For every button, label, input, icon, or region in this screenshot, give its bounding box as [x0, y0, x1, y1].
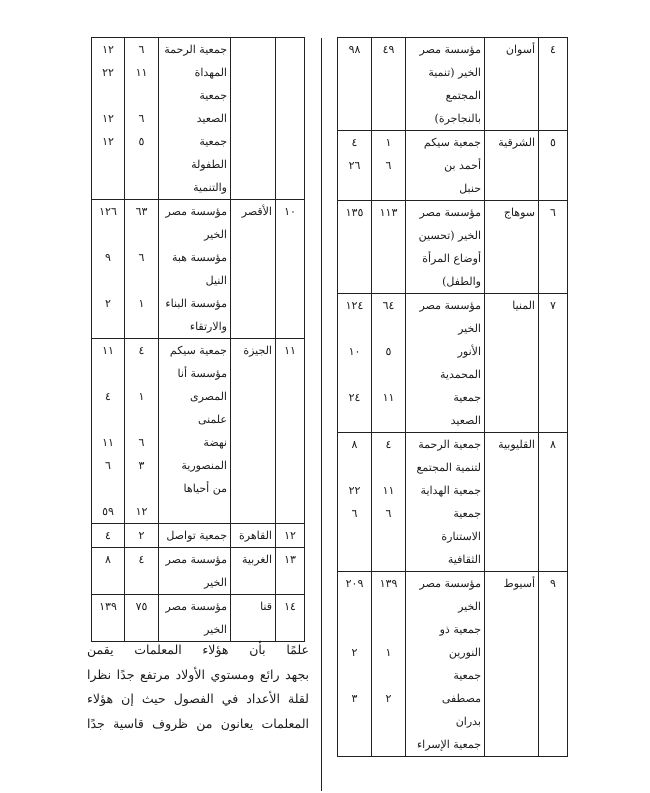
total-cell: [338, 38, 372, 131]
count-value: [128, 176, 155, 199]
total-cell: [338, 131, 372, 201]
organization-cell: [406, 294, 485, 433]
total-cell: [338, 294, 372, 433]
count-value: ١١: [382, 391, 395, 404]
count-cell: [372, 131, 406, 201]
count-value: [95, 315, 121, 338]
organization-cell: [406, 201, 485, 294]
organization-name: جمعية تواصل: [166, 529, 227, 542]
count-value: [128, 315, 155, 338]
organization-name: جمعية: [199, 135, 227, 148]
count-value: [375, 525, 402, 548]
count-value: ٣: [351, 692, 358, 705]
count-cell: [125, 595, 159, 642]
table-row: [338, 572, 568, 757]
table-row: [92, 524, 305, 548]
count-value: [341, 363, 368, 386]
organization-name: الخير: [204, 576, 227, 589]
organization-name: والارتقاء: [189, 320, 227, 333]
count-value: [375, 456, 402, 479]
table-row: [338, 201, 568, 294]
count-value: [95, 571, 121, 594]
organization-name: مؤسسة أنا: [177, 367, 227, 380]
count-value: [341, 224, 368, 247]
organization-name: جمعية: [453, 391, 481, 404]
total-cell: [338, 201, 372, 294]
row-number: ٨: [539, 433, 568, 572]
count-value: [341, 61, 368, 84]
left-table-body: [92, 38, 305, 642]
organization-name: مؤسسة مصر: [419, 43, 481, 56]
count-value: ٩٨: [348, 43, 361, 56]
organization-cell: [406, 38, 485, 131]
count-value: ١٣٥: [345, 206, 364, 219]
count-value: [95, 408, 121, 431]
count-value: ١: [138, 390, 145, 403]
count-value: ٨: [351, 438, 358, 451]
organization-name: الخير: [204, 623, 227, 636]
count-value: [375, 317, 402, 340]
governorate-cell: الشرقية: [485, 131, 539, 201]
organization-cell: [159, 38, 231, 200]
total-cell: [92, 339, 125, 524]
count-cell: [125, 548, 159, 595]
governorate-cell: أسوان: [485, 38, 539, 131]
governorate-cell: القاهرة: [231, 524, 276, 548]
organization-name: مؤسسة مصر: [165, 553, 227, 566]
organization-name: المحمدية: [440, 368, 481, 381]
count-value: [375, 409, 402, 432]
count-value: [375, 84, 402, 107]
row-number: [276, 38, 305, 200]
count-value: ٦: [138, 112, 145, 125]
count-value: [341, 84, 368, 107]
organization-name: جمعية: [199, 89, 227, 102]
count-cell: [372, 294, 406, 433]
count-value: [341, 456, 368, 479]
count-value: ١٣٩: [99, 600, 117, 613]
total-cell: [338, 433, 372, 572]
left-table: [91, 37, 305, 642]
count-value: [128, 153, 155, 176]
organization-cell: [159, 200, 231, 339]
count-value: [375, 363, 402, 386]
count-value: [341, 710, 368, 733]
organization-name: جمعية الرحمة: [418, 438, 481, 451]
paragraph-line: لقلة الأعداد في الفصول حيث إن هؤلاء: [87, 691, 309, 706]
count-value: [341, 270, 368, 293]
organization-name: جمعية: [453, 669, 481, 682]
count-value: ٦: [351, 507, 358, 520]
row-number: ١٣: [276, 548, 305, 595]
table-row: [92, 339, 305, 524]
governorate-cell: قنا: [231, 595, 276, 642]
count-value: [128, 408, 155, 431]
organization-name: الصعيد: [196, 112, 227, 125]
organization-name: نهضة: [203, 436, 227, 449]
count-value: [341, 177, 368, 200]
count-value: ٢: [385, 692, 392, 705]
organization-name: الخير (تحسين: [418, 229, 481, 242]
count-value: ٦٤: [382, 299, 395, 312]
organization-name: الخير: [458, 322, 481, 335]
count-value: [95, 269, 121, 292]
organization-name: والطفل): [442, 275, 481, 288]
count-value: [128, 269, 155, 292]
organization-cell: [159, 339, 231, 524]
count-value: [128, 223, 155, 246]
count-value: ٦: [385, 159, 392, 172]
count-value: [95, 362, 121, 385]
governorate-cell: أسيوط: [485, 572, 539, 757]
governorate-cell: الأقصر: [231, 200, 276, 339]
count-cell: [372, 38, 406, 131]
count-value: [128, 84, 155, 107]
count-cell: [125, 524, 159, 548]
count-value: ٤: [138, 553, 145, 566]
row-number: ٦: [539, 201, 568, 294]
count-value: [128, 362, 155, 385]
count-value: ٣: [138, 459, 145, 472]
count-value: [128, 571, 155, 594]
count-value: ٦: [138, 251, 145, 264]
organization-name: المهداة: [194, 66, 227, 79]
count-value: ١١: [102, 436, 114, 449]
count-cell: [125, 339, 159, 524]
organization-name: مؤسسة البناء: [165, 297, 227, 310]
count-value: [341, 107, 368, 130]
governorate-cell: سوهاج: [485, 201, 539, 294]
count-value: [341, 595, 368, 618]
count-value: ٢: [105, 297, 111, 310]
count-value: ٥: [138, 135, 145, 148]
organization-name: بدران: [455, 715, 481, 728]
organization-cell: [159, 524, 231, 548]
governorate-cell: المنيا: [485, 294, 539, 433]
right-table-body: [338, 38, 568, 757]
count-value: [375, 247, 402, 270]
count-value: [95, 223, 121, 246]
organization-name: جمعية الهداية: [420, 484, 481, 497]
count-value: [341, 525, 368, 548]
count-value: [341, 618, 368, 641]
count-value: ٦: [105, 459, 111, 472]
organization-name: مؤسسة مصر: [165, 600, 227, 613]
organization-cell: [406, 572, 485, 757]
count-cell: [125, 200, 159, 339]
count-value: [375, 177, 402, 200]
count-value: ٥٩: [102, 505, 114, 518]
count-value: ٢٠٩: [345, 577, 364, 590]
count-value: [375, 710, 402, 733]
organization-cell: [159, 548, 231, 595]
organization-name: الأنور: [457, 345, 481, 358]
organization-name: [162, 500, 227, 523]
organization-name: حنبل: [459, 182, 481, 195]
organization-cell: [406, 433, 485, 572]
count-value: ١٠: [348, 345, 361, 358]
paragraph-line: بجهد رائع ومستوي الأولاد مرتفع جدًا نظرا: [87, 666, 309, 682]
count-value: ١: [385, 646, 392, 659]
table-row: [338, 38, 568, 131]
count-value: ٨: [105, 553, 111, 566]
count-value: [128, 477, 155, 500]
count-value: [375, 733, 402, 756]
organization-name: جمعية سيكم: [423, 136, 481, 149]
row-number: ١٠: [276, 200, 305, 339]
count-value: ٤: [138, 344, 145, 357]
organization-cell: [406, 131, 485, 201]
count-cell: [125, 38, 159, 200]
count-value: ١٢: [102, 135, 114, 148]
count-value: [375, 664, 402, 687]
count-value: [341, 409, 368, 432]
table-row: [92, 200, 305, 339]
organization-name: من أحياها: [183, 482, 227, 495]
organization-name: المجتمع: [445, 89, 481, 102]
count-value: [375, 618, 402, 641]
table-row: [92, 38, 305, 200]
total-cell: [92, 524, 125, 548]
organization-name: أحمد بن: [444, 159, 481, 172]
governorate-cell: القليوبية: [485, 433, 539, 572]
table-row: [92, 548, 305, 595]
row-number: ٤: [539, 38, 568, 131]
count-value: [341, 317, 368, 340]
row-number: ٥: [539, 131, 568, 201]
total-cell: [92, 595, 125, 642]
organization-name: مصطفى: [441, 692, 481, 705]
count-value: ٦: [385, 507, 392, 520]
count-value: [95, 153, 121, 176]
right-table: [337, 37, 568, 757]
count-value: ١٢٦: [99, 205, 117, 218]
count-cell: [372, 572, 406, 757]
organization-name: المنصورية: [181, 459, 227, 472]
count-value: [375, 548, 402, 571]
organization-name: الثقافية: [447, 553, 481, 566]
count-value: ١١: [382, 484, 395, 497]
organization-name: الخير (تنمية: [428, 66, 481, 79]
count-value: ١: [138, 297, 145, 310]
organization-name: المصرى: [190, 390, 227, 403]
organization-name: مؤسسة مصر: [165, 205, 227, 218]
count-value: [375, 224, 402, 247]
organization-name: النيل: [205, 274, 227, 287]
column-divider: [321, 38, 322, 791]
organization-name: الطفولة: [191, 158, 227, 171]
table-row: [338, 131, 568, 201]
count-value: [341, 548, 368, 571]
organization-name: علمنى: [197, 413, 227, 426]
organization-name: بالنجاجرة): [434, 112, 481, 125]
count-value: ٢٦: [348, 159, 361, 172]
count-value: [375, 270, 402, 293]
organization-name: مؤسسة مصر: [419, 577, 481, 590]
count-value: ١٢: [135, 505, 148, 518]
count-value: ١٢: [102, 112, 114, 125]
count-value: ٢٢: [348, 484, 361, 497]
count-value: ٦: [138, 43, 145, 56]
count-value: ٥: [385, 345, 392, 358]
count-value: ٩: [105, 251, 111, 264]
count-value: [341, 664, 368, 687]
count-value: ١: [385, 136, 392, 149]
total-cell: [92, 38, 125, 200]
organization-name: جمعية: [453, 507, 481, 520]
paragraph-line: المعلمات يعانون من ظروف قاسية جدًا: [87, 715, 309, 731]
count-value: ٤٩: [382, 43, 395, 56]
organization-name: جمعية ذو: [439, 623, 481, 636]
count-value: ١١: [135, 66, 148, 79]
count-value: [95, 84, 121, 107]
total-cell: [338, 572, 372, 757]
table-row: [338, 294, 568, 433]
count-value: [95, 477, 121, 500]
paragraph-line: علمًا بأن هؤلاء المعلمات يقمن: [87, 642, 309, 657]
row-number: ٩: [539, 572, 568, 757]
count-value: ٧٥: [135, 600, 148, 613]
organization-name: مؤسسة هبة: [171, 251, 227, 264]
count-value: ٢: [351, 646, 358, 659]
count-value: ٤: [105, 390, 111, 403]
count-value: [375, 107, 402, 130]
count-value: ٦: [138, 436, 145, 449]
organization-name: مؤسسة مصر: [419, 299, 481, 312]
count-cell: [372, 433, 406, 572]
count-value: ٢٤: [348, 391, 361, 404]
organization-name: والتنمية: [193, 181, 227, 194]
total-cell: [92, 200, 125, 339]
count-value: ٤: [105, 529, 111, 542]
organization-name: لتنمية المجتمع: [416, 461, 481, 474]
governorate-cell: الغربية: [231, 548, 276, 595]
row-number: ١١: [276, 339, 305, 524]
count-value: ٦٣: [135, 205, 148, 218]
organization-name: جمعية الإسراء: [416, 738, 481, 751]
governorate-cell: الجيزة: [231, 339, 276, 524]
count-value: [341, 733, 368, 756]
count-value: ٤: [351, 136, 358, 149]
count-value: [375, 61, 402, 84]
count-value: ٢: [138, 529, 145, 542]
count-value: ١٢٤: [345, 299, 364, 312]
organization-name: الخير: [458, 600, 481, 613]
organization-name: أوضاع المرأة: [422, 252, 481, 265]
organization-name: الصعيد: [450, 414, 481, 427]
organization-name: الخير: [204, 228, 227, 241]
count-value: ١١: [102, 344, 114, 357]
organization-name: مؤسسة مصر: [419, 206, 481, 219]
organization-cell: [159, 595, 231, 642]
organization-name: جمعية الرحمة: [164, 43, 227, 56]
count-value: [341, 247, 368, 270]
count-value: [375, 595, 402, 618]
total-cell: [92, 548, 125, 595]
table-row: [92, 595, 305, 642]
row-number: ١٤: [276, 595, 305, 642]
count-value: ٢٢: [102, 66, 114, 79]
count-cell: [372, 201, 406, 294]
count-value: [95, 176, 121, 199]
organization-name: الاستنارة: [441, 530, 481, 543]
count-value: ١٣٩: [379, 577, 398, 590]
organization-name: جمعية سيكم: [169, 344, 227, 357]
count-value: ٤: [385, 438, 392, 451]
organization-name: النورين: [448, 646, 481, 659]
row-number: ١٢: [276, 524, 305, 548]
body-paragraph: [87, 638, 309, 736]
row-number: ٧: [539, 294, 568, 433]
count-value: ١١٣: [379, 206, 398, 219]
governorate-cell: [231, 38, 276, 200]
count-value: ١٢: [102, 43, 114, 56]
table-row: [338, 433, 568, 572]
